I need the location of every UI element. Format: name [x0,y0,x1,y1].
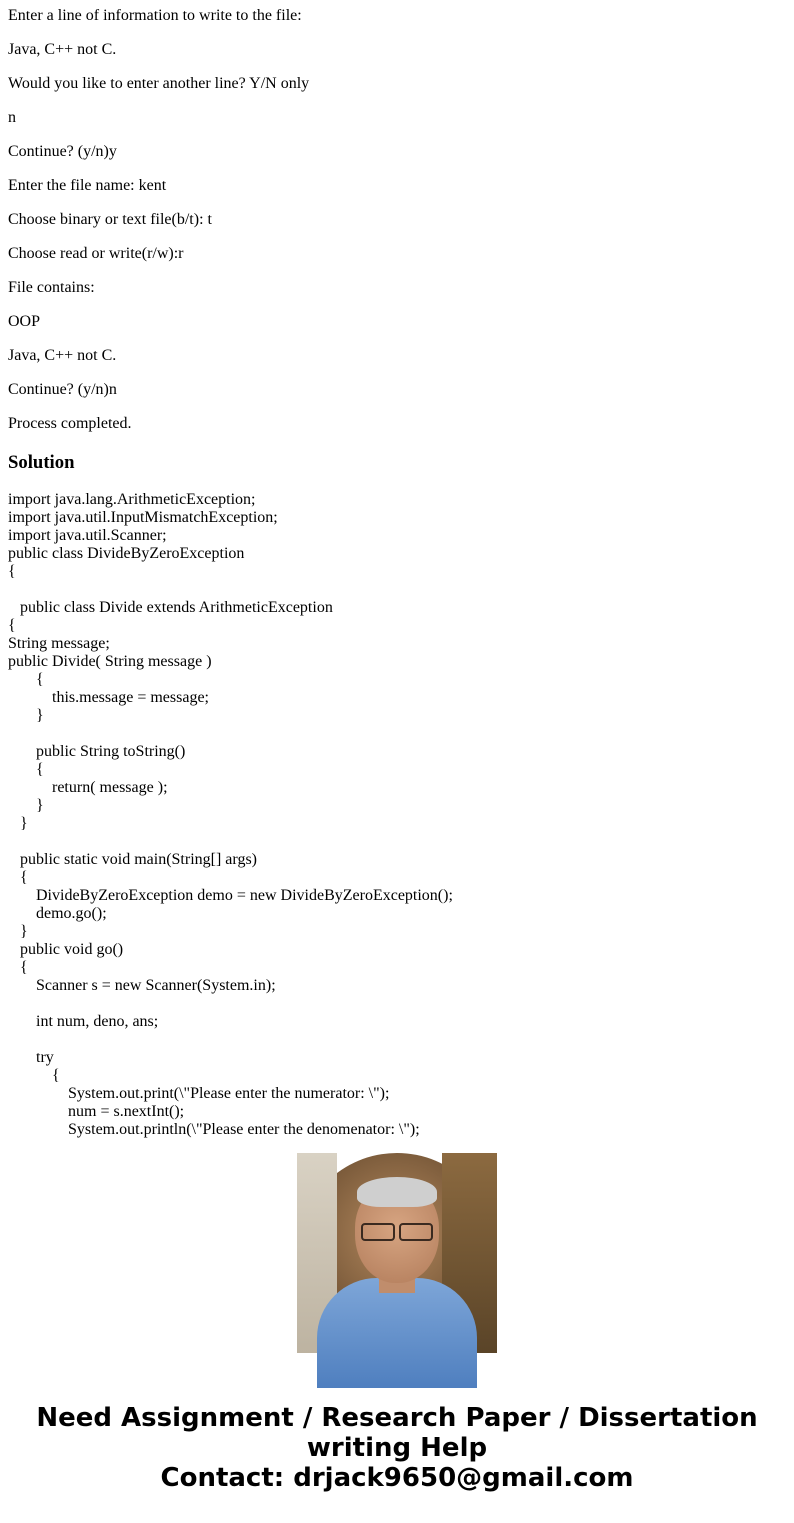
code-line: } [8,923,28,940]
output-line: Choose binary or text file(b/t): t [8,211,212,228]
code-line: { [8,617,16,634]
code-line: demo.go(); [8,905,107,922]
code-line [8,995,788,1013]
glasses-right-lens [399,1223,433,1241]
output-line: Continue? (y/n)n [8,381,117,398]
glasses-left-lens [361,1223,395,1241]
code-line: { [8,869,28,886]
author-avatar [297,1153,497,1353]
code-line: public Divide( String message ) [8,653,212,670]
code-line [8,833,788,851]
code-line: String message; [8,635,110,652]
code-lines [8,491,788,1139]
code-line [8,1031,788,1049]
code-line: } [8,815,28,832]
code-line: Scanner s = new Scanner(System.in); [8,977,276,994]
code-line [8,581,788,599]
code-line: } [8,707,44,724]
code-line: public static void main(String[] args) [8,851,257,868]
code-line: System.out.println(\"Please enter the denomenator: \"); [8,1121,420,1138]
solution-code-block [8,491,788,1138]
code-line: int num, deno, ans; [8,1013,159,1030]
code-line: import java.util.Scanner; [8,527,167,544]
output-line: Enter the file name: kent [8,177,167,194]
program-output-lines [8,7,309,449]
output-line: Continue? (y/n)y [8,143,117,160]
code-line: } [8,797,44,814]
code-line [8,725,788,743]
promo-contact: Contact: drjack9650@gmail.com [160,1463,634,1493]
avatar-shirt [317,1278,477,1388]
code-line: return( message ); [8,779,168,796]
code-line: num = s.nextInt(); [8,1103,185,1120]
code-line: { [8,671,44,688]
code-line: import java.util.InputMismatchException; [8,509,278,526]
code-line: public class Divide extends ArithmeticException [8,599,333,616]
output-line: Java, C++ not C. [8,347,117,364]
solution-heading: Solution [8,452,75,473]
output-line: Enter a line of information to write to the file: [8,7,302,24]
code-line: public String toString() [8,743,186,760]
promo-banner [0,1403,794,1493]
avatar-hair [357,1177,437,1207]
code-line: { [8,761,44,778]
code-line: { [8,563,16,580]
code-line: import java.lang.ArithmeticException; [8,491,256,508]
code-line: System.out.print(\"Please enter the numerator: \"); [8,1085,390,1102]
code-line: this.message = message; [8,689,209,706]
output-line: OOP [8,313,41,330]
code-line: DivideByZeroException demo = new DivideByZeroException(); [8,887,453,904]
output-line: Java, C++ not C. [8,41,117,58]
avatar-glasses [361,1223,433,1239]
code-line: { [8,959,28,976]
promo-line-2: writing Help [306,1433,488,1463]
code-line: public void go() [8,941,124,958]
output-line: n [8,109,16,126]
output-line: Would you like to enter another line? Y/N only [8,75,310,92]
code-line: try [8,1049,54,1066]
code-line: { [8,1067,60,1084]
output-line: Process completed. [8,415,132,432]
output-line: Choose read or write(r/w):r [8,245,184,262]
code-line: public class DivideByZeroException [8,545,245,562]
promo-line-1: Need Assignment / Research Paper / Dissertation [36,1403,758,1433]
output-line: File contains: [8,279,95,296]
